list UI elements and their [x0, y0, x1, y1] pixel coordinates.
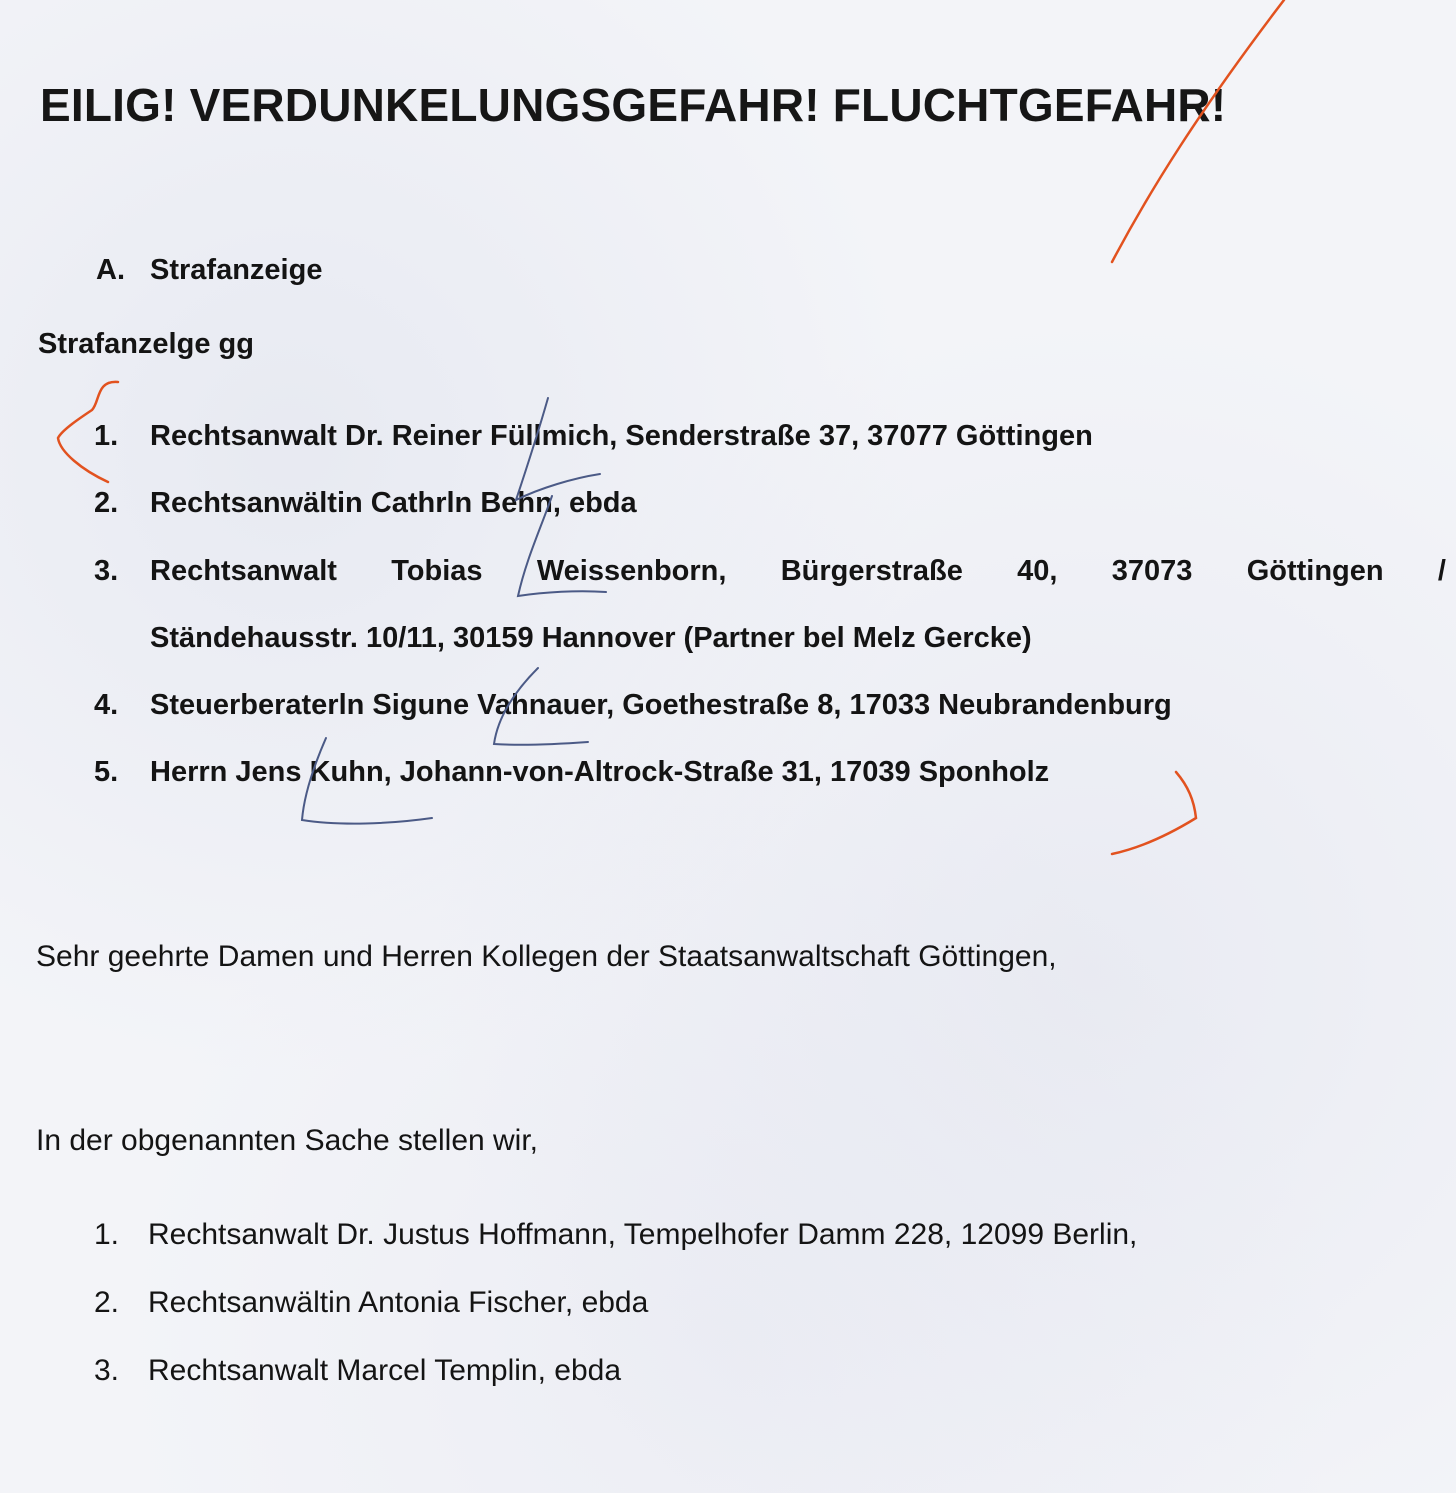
- word: Tobias: [391, 555, 483, 587]
- list-item-number: 3.: [94, 1354, 120, 1387]
- list-item-number: 5.: [94, 756, 119, 788]
- red-right-bracket: [1112, 772, 1196, 854]
- word: 40,: [1017, 555, 1058, 587]
- list-item-text: Rechtsanwalt Marcel Templin, ebda: [148, 1354, 622, 1387]
- intro-text: In der obgenannten Sache stellen wir,: [36, 1124, 539, 1157]
- document-heading: EILIG! VERDUNKELUNGSGEFAHR! FLUCHTGEFAHR!: [40, 79, 1227, 131]
- list-item-number: 1.: [94, 1218, 120, 1251]
- list-item-text: Steuerberaterln Sigune Vahnauer, Goethestraße 8, 17033 Neubrandenburg: [150, 689, 1172, 721]
- list-item-justified-text: [150, 555, 1446, 588]
- list-item-text: Herrn Jens Kuhn, Johann-von-Altrock-Straße 31, 17039 Sponholz: [150, 756, 1050, 788]
- list-item-number: 2.: [94, 1286, 120, 1319]
- word: Bürgerstraße: [780, 555, 963, 587]
- word: 37073: [1111, 555, 1193, 587]
- list-item-text: Rechtsanwältin Antonia Fischer, ebda: [148, 1286, 649, 1319]
- word: /: [1437, 555, 1446, 587]
- list-item-text: Rechtsanwältin Cathrln Behn, ebda: [150, 487, 637, 519]
- word: Weissenborn,: [536, 555, 727, 587]
- salutation: Sehr geehrte Damen und Herren Kollegen der Staatsanwaltschaft Göttingen,: [36, 940, 1057, 973]
- list-item-text: Ständehausstr. 10/11, 30159 Hannover (Partner bel Melz Gercke): [150, 622, 1032, 654]
- list-item-number: 2.: [94, 487, 119, 519]
- word: Göttingen: [1246, 555, 1384, 587]
- section-heading: [96, 254, 322, 287]
- section-title: Strafanzeige: [150, 254, 323, 286]
- list-item-number: 3.: [94, 555, 119, 587]
- list-item-number: 4.: [94, 689, 119, 721]
- list-item-text: Rechtsanwalt Dr. Reiner Füllmich, Senderstraße 37, 37077 Göttingen: [150, 420, 1093, 452]
- section-marker: A.: [96, 254, 125, 286]
- word: Rechtsanwalt: [150, 555, 337, 587]
- subject-line: Strafanzelge gg: [38, 328, 254, 360]
- list-item-number: 1.: [94, 420, 119, 452]
- list-item-text: Rechtsanwalt Dr. Justus Hoffmann, Tempelhofer Damm 228, 12099 Berlin,: [148, 1218, 1138, 1251]
